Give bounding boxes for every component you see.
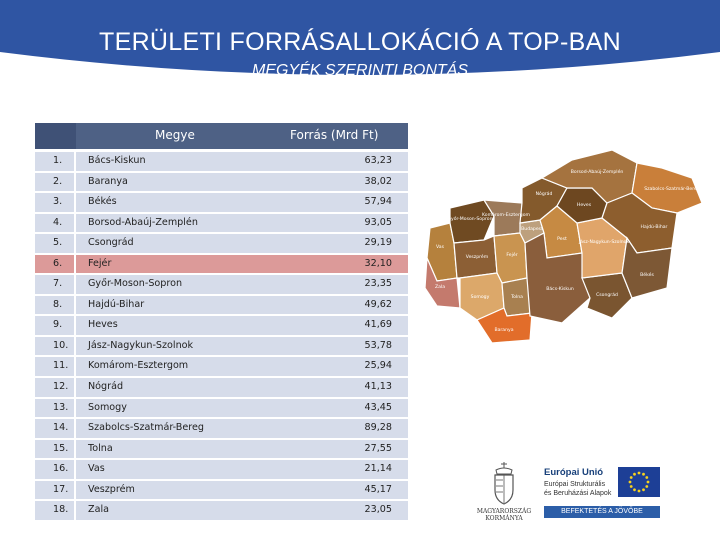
row-funds-value: 93,05 (364, 216, 392, 228)
row-county-name: Baranya (88, 175, 128, 187)
row-county-name: Veszprém (88, 483, 135, 495)
row-number: 10. (35, 337, 76, 356)
row-number: 7. (35, 275, 76, 294)
map-label-vas: Vas (436, 245, 444, 250)
row-number: 5. (35, 234, 76, 253)
table-row (35, 193, 408, 212)
row-number: 14. (35, 419, 76, 438)
row-number: 1. (35, 152, 76, 171)
row-funds-value: 63,23 (364, 155, 392, 166)
page-subtitle: MEGYÉK SZERINTI BONTÁS (251, 62, 469, 79)
table-row (35, 152, 408, 171)
eu-title: Európai Unió (544, 467, 604, 478)
table-row (35, 296, 408, 315)
row-funds-value: 23,05 (364, 504, 392, 516)
table-row (35, 316, 408, 335)
row-number: 8. (35, 296, 76, 315)
government-logo (470, 460, 538, 522)
map-label-nograd: Nógrád (535, 192, 553, 197)
row-funds-value: 21,14 (364, 463, 392, 475)
row-county-name: Fejér (88, 257, 112, 269)
map-label-veszprem: Veszprém (465, 255, 489, 260)
row-funds-value: 23,35 (364, 278, 392, 290)
row-county-name: Komárom-Esztergom (88, 360, 189, 372)
map-label-pest: Pest (557, 237, 567, 242)
row-county-name: Borsod-Abaúj-Zemplén (88, 216, 198, 228)
county-table (35, 123, 408, 522)
table-row (35, 214, 408, 233)
table-header (35, 123, 408, 152)
gov-name-line2: KORMÁNYA (485, 515, 523, 522)
table-row (35, 501, 408, 520)
row-number: 9. (35, 316, 76, 335)
coat-of-arms-icon (470, 460, 538, 522)
map-label-somogy: Somogy (470, 295, 490, 300)
row-number: 13. (35, 399, 76, 418)
map-label-budapest: Budapest (521, 227, 543, 232)
row-funds-value: 32,10 (364, 257, 392, 269)
row-number: 2. (35, 173, 76, 192)
row-number: 18. (35, 501, 76, 520)
row-county-name: Zala (88, 504, 109, 516)
map-label-jasz: Jász-Nagykun-Szolnok (578, 240, 630, 245)
row-number: 16. (35, 460, 76, 479)
row-number: 15. (35, 440, 76, 459)
map-label-baranya: Baranya (494, 328, 514, 333)
map-label-bacs: Bács-Kiskun (546, 287, 574, 292)
map-label-komarom: Komárom-Esztergom (482, 213, 530, 218)
map-label-bekes: Békés (640, 273, 654, 278)
table-row (35, 419, 408, 438)
eu-flag-icon (618, 467, 660, 497)
row-funds-value: 29,19 (364, 237, 392, 249)
map-label-hajdu: Hajdú-Bihar (640, 225, 668, 230)
table-row (35, 460, 408, 479)
row-county-name: Hajdú-Bihar (88, 298, 145, 310)
table-row (35, 481, 408, 500)
eu-logo (540, 462, 662, 520)
county-map (422, 148, 707, 348)
map-label-zala: Zala (434, 285, 446, 290)
map-label-borsod: Borsod-Abaúj-Zemplén (570, 170, 624, 175)
row-number: 3. (35, 193, 76, 212)
table-row (35, 234, 408, 253)
table-row (35, 357, 408, 376)
page-title: TERÜLETI FORRÁSALLOKÁCIÓ A TOP-BAN (99, 28, 621, 56)
row-county-name: Heves (88, 319, 118, 331)
row-county-name: Tolna (88, 442, 113, 454)
eu-subtitle-line1: Európai Strukturális (544, 481, 606, 488)
row-funds-value: 89,28 (364, 422, 392, 434)
table-row (35, 275, 408, 294)
table-body (35, 152, 408, 520)
map-label-szabolcs: Szabolcs-Szatmár-Bereg (644, 187, 700, 192)
row-county-name: Csongrád (88, 237, 134, 249)
row-funds-value: 57,94 (364, 196, 392, 208)
map-label-csongrad: Csongrád (596, 293, 618, 298)
row-county-name: Szabolcs-Szatmár-Bereg (88, 422, 205, 434)
row-number: 4. (35, 214, 76, 233)
row-county-name: Somogy (88, 401, 127, 413)
row-county-name: Békés (88, 196, 117, 208)
row-funds-value: 38,02 (364, 175, 392, 187)
table-row (35, 440, 408, 459)
eu-slogan-bar: BEFEKTETÉS A JÖVŐBE (544, 506, 660, 518)
table-row (35, 173, 408, 192)
row-funds-value: 45,17 (364, 483, 392, 495)
row-number: 17. (35, 481, 76, 500)
row-funds-value: 25,94 (364, 360, 392, 372)
row-funds-value: 41,69 (364, 319, 392, 331)
row-county-name: Győr-Moson-Sopron (88, 278, 183, 290)
row-county-name: Nógrád (88, 381, 124, 393)
table-row (35, 399, 408, 418)
eu-subtitle-line2: és Beruházási Alapok (544, 490, 612, 497)
header-county: Megye (155, 128, 195, 142)
map-label-fejer: Fejér (506, 253, 518, 258)
row-funds-value: 49,62 (364, 298, 392, 310)
header-funds: Forrás (Mrd Ft) (290, 128, 379, 142)
row-number: 12. (35, 378, 76, 397)
row-number: 11. (35, 357, 76, 376)
row-number: 6. (35, 255, 76, 274)
table-row (35, 337, 408, 356)
row-county-name: Bács-Kiskun (88, 155, 146, 166)
row-county-name: Jász-Nagykun-Szolnok (88, 339, 194, 351)
row-county-name: Vas (88, 463, 105, 475)
gov-name-line1: MAGYARORSZÁG (476, 508, 532, 515)
row-funds-value: 41,13 (364, 381, 392, 393)
map-label-gyor: Győr-Moson-Sopron (447, 217, 493, 222)
table-row (35, 255, 408, 274)
map-region-fejer (494, 233, 527, 283)
row-funds-value: 53,78 (364, 339, 392, 351)
hungary-map-svg (422, 148, 707, 348)
map-label-heves: Heves (576, 203, 592, 208)
row-funds-value: 27,55 (364, 442, 392, 454)
map-label-tolna: Tolna (511, 295, 523, 300)
title-banner (0, 0, 720, 95)
row-funds-value: 43,45 (364, 401, 392, 413)
table-row (35, 378, 408, 397)
header-number-cell (35, 123, 76, 149)
